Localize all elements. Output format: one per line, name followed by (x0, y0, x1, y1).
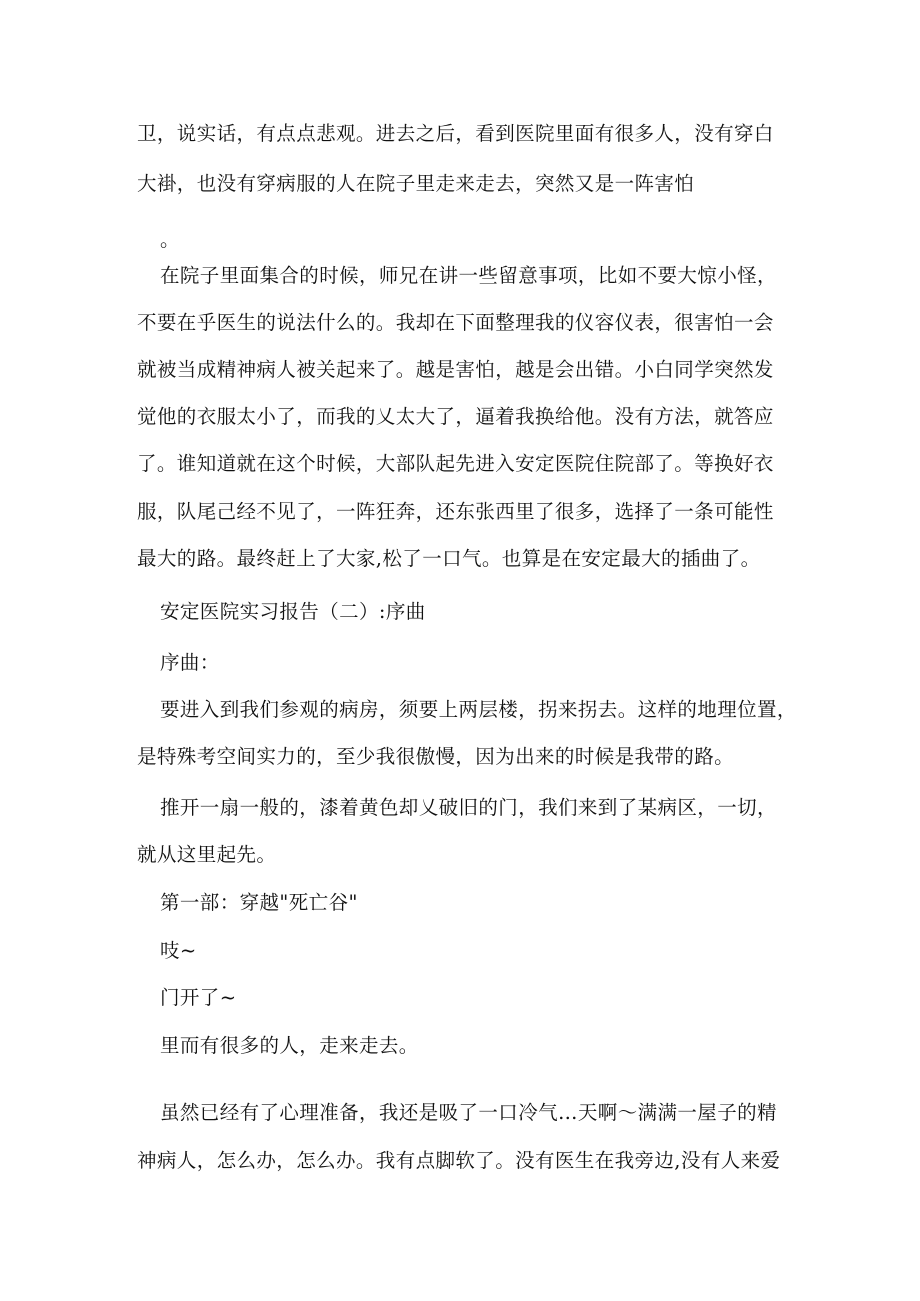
text-line: 。 (160, 228, 180, 251)
text-line: 序曲： (160, 651, 220, 674)
text-line: 在院子里面集合的时候，师兄在讲一些留意事项，比如不要大惊小怪， (160, 264, 777, 287)
text-line: 推开一扇一般的，漆着黄色却乂破旧的门，我们来到了某病区，一切， (160, 796, 777, 819)
text-line: 最大的路。最终赶上了大家,松了一口气。也算是在安定最大的插曲了。 (137, 547, 761, 570)
text-line: 就从这里起先。 (137, 843, 277, 866)
text-line: 了。谁知道就在这个时候，大部队起先进入安定医院住院部了。等换好衣 (137, 452, 774, 475)
text-line: 不要在乎医生的说法什么的。我却在下面整理我的仪容仪表，很害怕一会 (137, 311, 774, 334)
text-line: 吱~ (160, 939, 197, 962)
text-line: 是特殊考空间实力的，至少我很傲慢，因为出来的时候是我带的路。 (137, 745, 735, 768)
text-line: 卫，说实话，有点点悲观。进去之后，看到医院里面有很多人，没有穿白 (137, 122, 774, 145)
text-line: 大褂，也没有穿病服的人在院子里走来走去，突然又是一阵害怕 (137, 172, 695, 195)
text-line: 里而有很多的人，走来走去。 (160, 1034, 419, 1057)
text-line: 门开了~ (160, 986, 237, 1009)
text-line: 觉他的衣服太小了，而我的乂太大了，逼着我换给他。没有方法，就答应 (137, 405, 774, 428)
text-line: 就被当成精神病人被关起来了。越是害怕，越是会出错。小白同学突然发 (137, 358, 774, 381)
section-heading: 安定医院实习报告（二）:序曲 (160, 600, 426, 623)
text-line: 要进入到我们参观的病房，须要上两层楼，拐来拐去。这样的地理位置， (160, 698, 797, 721)
text-line: 服，队尾己经不见了，一阵狂奔，还东张西里了很多，选择了一条可能性 (137, 500, 774, 523)
subsection-heading: 第一部：穿越"死亡谷" (160, 891, 358, 914)
text-line: 神病人，怎么办，怎么办。我有点脚软了。没有医生在我旁边,没有人来爱 (137, 1149, 781, 1172)
text-line: 虽然已经有了心理准备，我还是吸了一口冷气…天啊〜满满一屋子的精 (160, 1101, 777, 1124)
